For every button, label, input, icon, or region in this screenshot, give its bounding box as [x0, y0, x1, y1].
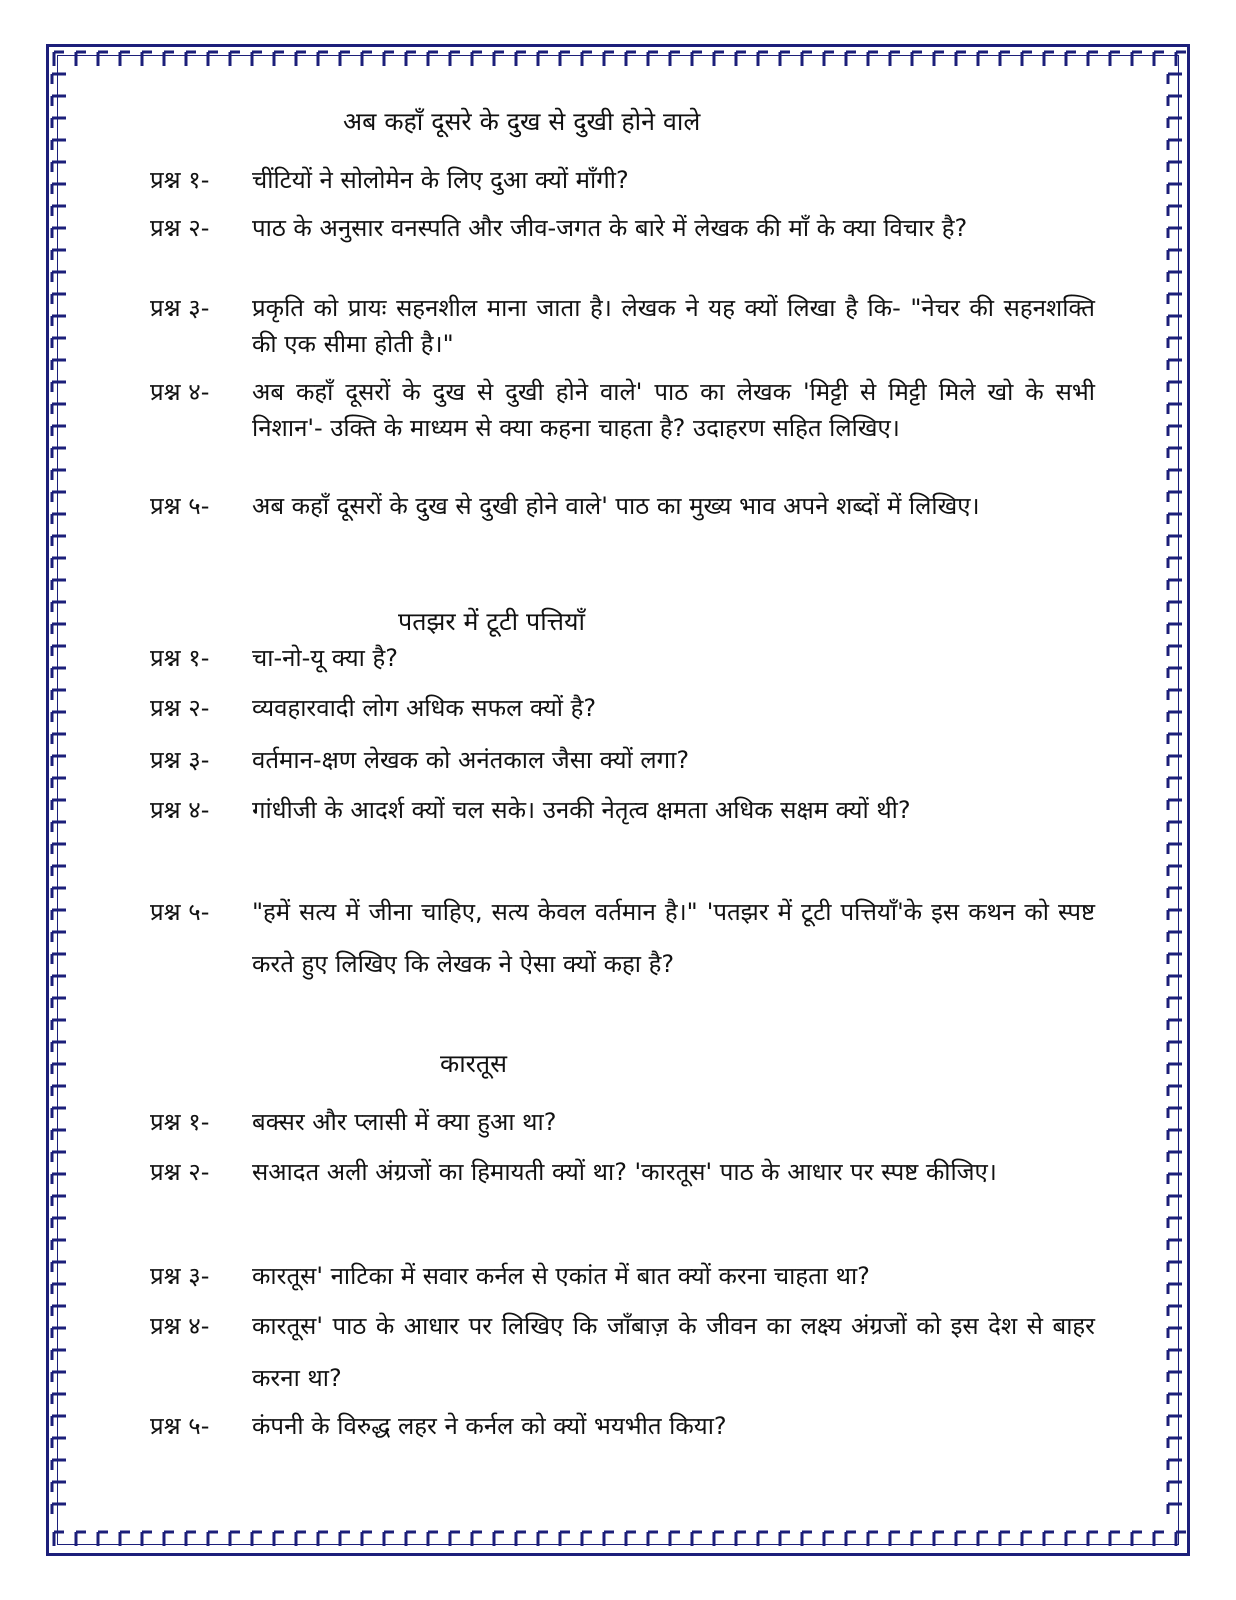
question-text: सआदत अली अंग्रजों का हिमायती क्यों था? 'कारतूस' पाठ के आधार पर स्पष्ट कीजिए। — [252, 1158, 997, 1186]
question-label: प्रश्न ४- — [150, 1312, 210, 1340]
question-text: कारतूस' नाटिका में सवार कर्नल से एकांत में बात क्यों करना चाहता था? — [252, 1262, 870, 1290]
question-item — [150, 162, 1095, 198]
question-label: प्रश्न १- — [150, 166, 210, 194]
question-text: गांधीजी के आदर्श क्यों चल सके। उनकी नेतृत्व क्षमता अधिक सक्षम क्यों थी? — [252, 796, 911, 824]
question-item — [150, 210, 1095, 246]
question-text: व्यवहारवादी लोग अधिक सफल क्यों है? — [252, 694, 597, 722]
question-text: कंपनी के विरुद्ध लहर ने कर्नल को क्यों भयभीत किया? — [252, 1412, 727, 1440]
question-item — [150, 886, 1095, 990]
section-title: पतझर में टूटी पत्तियाँ — [398, 607, 585, 636]
question-item — [150, 1104, 1095, 1140]
question-label: प्रश्न २- — [150, 214, 210, 242]
question-item — [150, 290, 1095, 362]
section-title: कारतूस — [440, 1049, 508, 1078]
question-item — [150, 784, 1095, 836]
question-label: प्रश्न ३- — [150, 1262, 210, 1290]
question-text: "हमें सत्य में जीना चाहिए, सत्य केवल वर्तमान है।" 'पतझर में टूटी पत्तियाँ'के इस कथन को स्पष्ट करते हुए लिखिए कि लेखक ने ऐसा क्यों कहा है? — [252, 898, 1095, 978]
question-item — [150, 1300, 1095, 1404]
question-item — [150, 1258, 1095, 1294]
question-label: प्रश्न ४- — [150, 378, 210, 406]
question-text: बक्सर और प्लासी में क्या हुआ था? — [252, 1108, 557, 1136]
question-text: पाठ के अनुसार वनस्पति और जीव-जगत के बारे में लेखक की माँ के क्या विचार है? — [252, 214, 968, 242]
question-item — [150, 690, 1095, 726]
question-text: कारतूस' पाठ के आधार पर लिखिए कि जाँबाज़ के जीवन का लक्ष्य अंग्रजों को इस देश से बाहर करना था? — [252, 1312, 1095, 1392]
question-label: प्रश्न ३- — [150, 746, 210, 774]
question-label: प्रश्न ५- — [150, 898, 210, 926]
question-label: प्रश्न २- — [150, 694, 210, 722]
question-item — [150, 488, 1095, 524]
question-item — [150, 1408, 1095, 1444]
section-title: अब कहाँ दूसरे के दुख से दुखी होने वाले — [343, 107, 701, 136]
question-text: प्रकृति को प्रायः सहनशील माना जाता है। लेखक ने यह क्यों लिखा है कि- "नेचर की सहनशक्ति की एक सीमा होती है।" — [252, 294, 1095, 358]
question-item — [150, 374, 1095, 446]
question-text: अब कहाँ दूसरों के दुख से दुखी होने वाले' पाठ का मुख्य भाव अपने शब्दों में लिखिए। — [252, 492, 980, 520]
question-item — [150, 1146, 1095, 1198]
question-label: प्रश्न ४- — [150, 796, 210, 824]
question-label: प्रश्न ३- — [150, 294, 210, 322]
question-label: प्रश्न १- — [150, 1108, 210, 1136]
question-label: प्रश्न १- — [150, 644, 210, 672]
question-text: चींटियों ने सोलोमेन के लिए दुआ क्यों माँगी? — [252, 166, 629, 194]
question-item — [150, 742, 1095, 778]
question-text: वर्तमान-क्षण लेखक को अनंतकाल जैसा क्यों लगा? — [252, 746, 690, 774]
question-label: प्रश्न २- — [150, 1158, 210, 1186]
question-label: प्रश्न ५- — [150, 492, 210, 520]
question-text: चा-नो-यू क्या है? — [252, 644, 398, 672]
question-label: प्रश्न ५- — [150, 1412, 210, 1440]
question-text: अब कहाँ दूसरों के दुख से दुखी होने वाले' पाठ का लेखक 'मिट्टी से मिट्टी मिले खो के सभी निशान'- उक्ति के माध्यम से क्या कहना चाहता है? उदाहरण सहित लिखिए। — [252, 378, 1095, 442]
question-item — [150, 640, 1095, 676]
